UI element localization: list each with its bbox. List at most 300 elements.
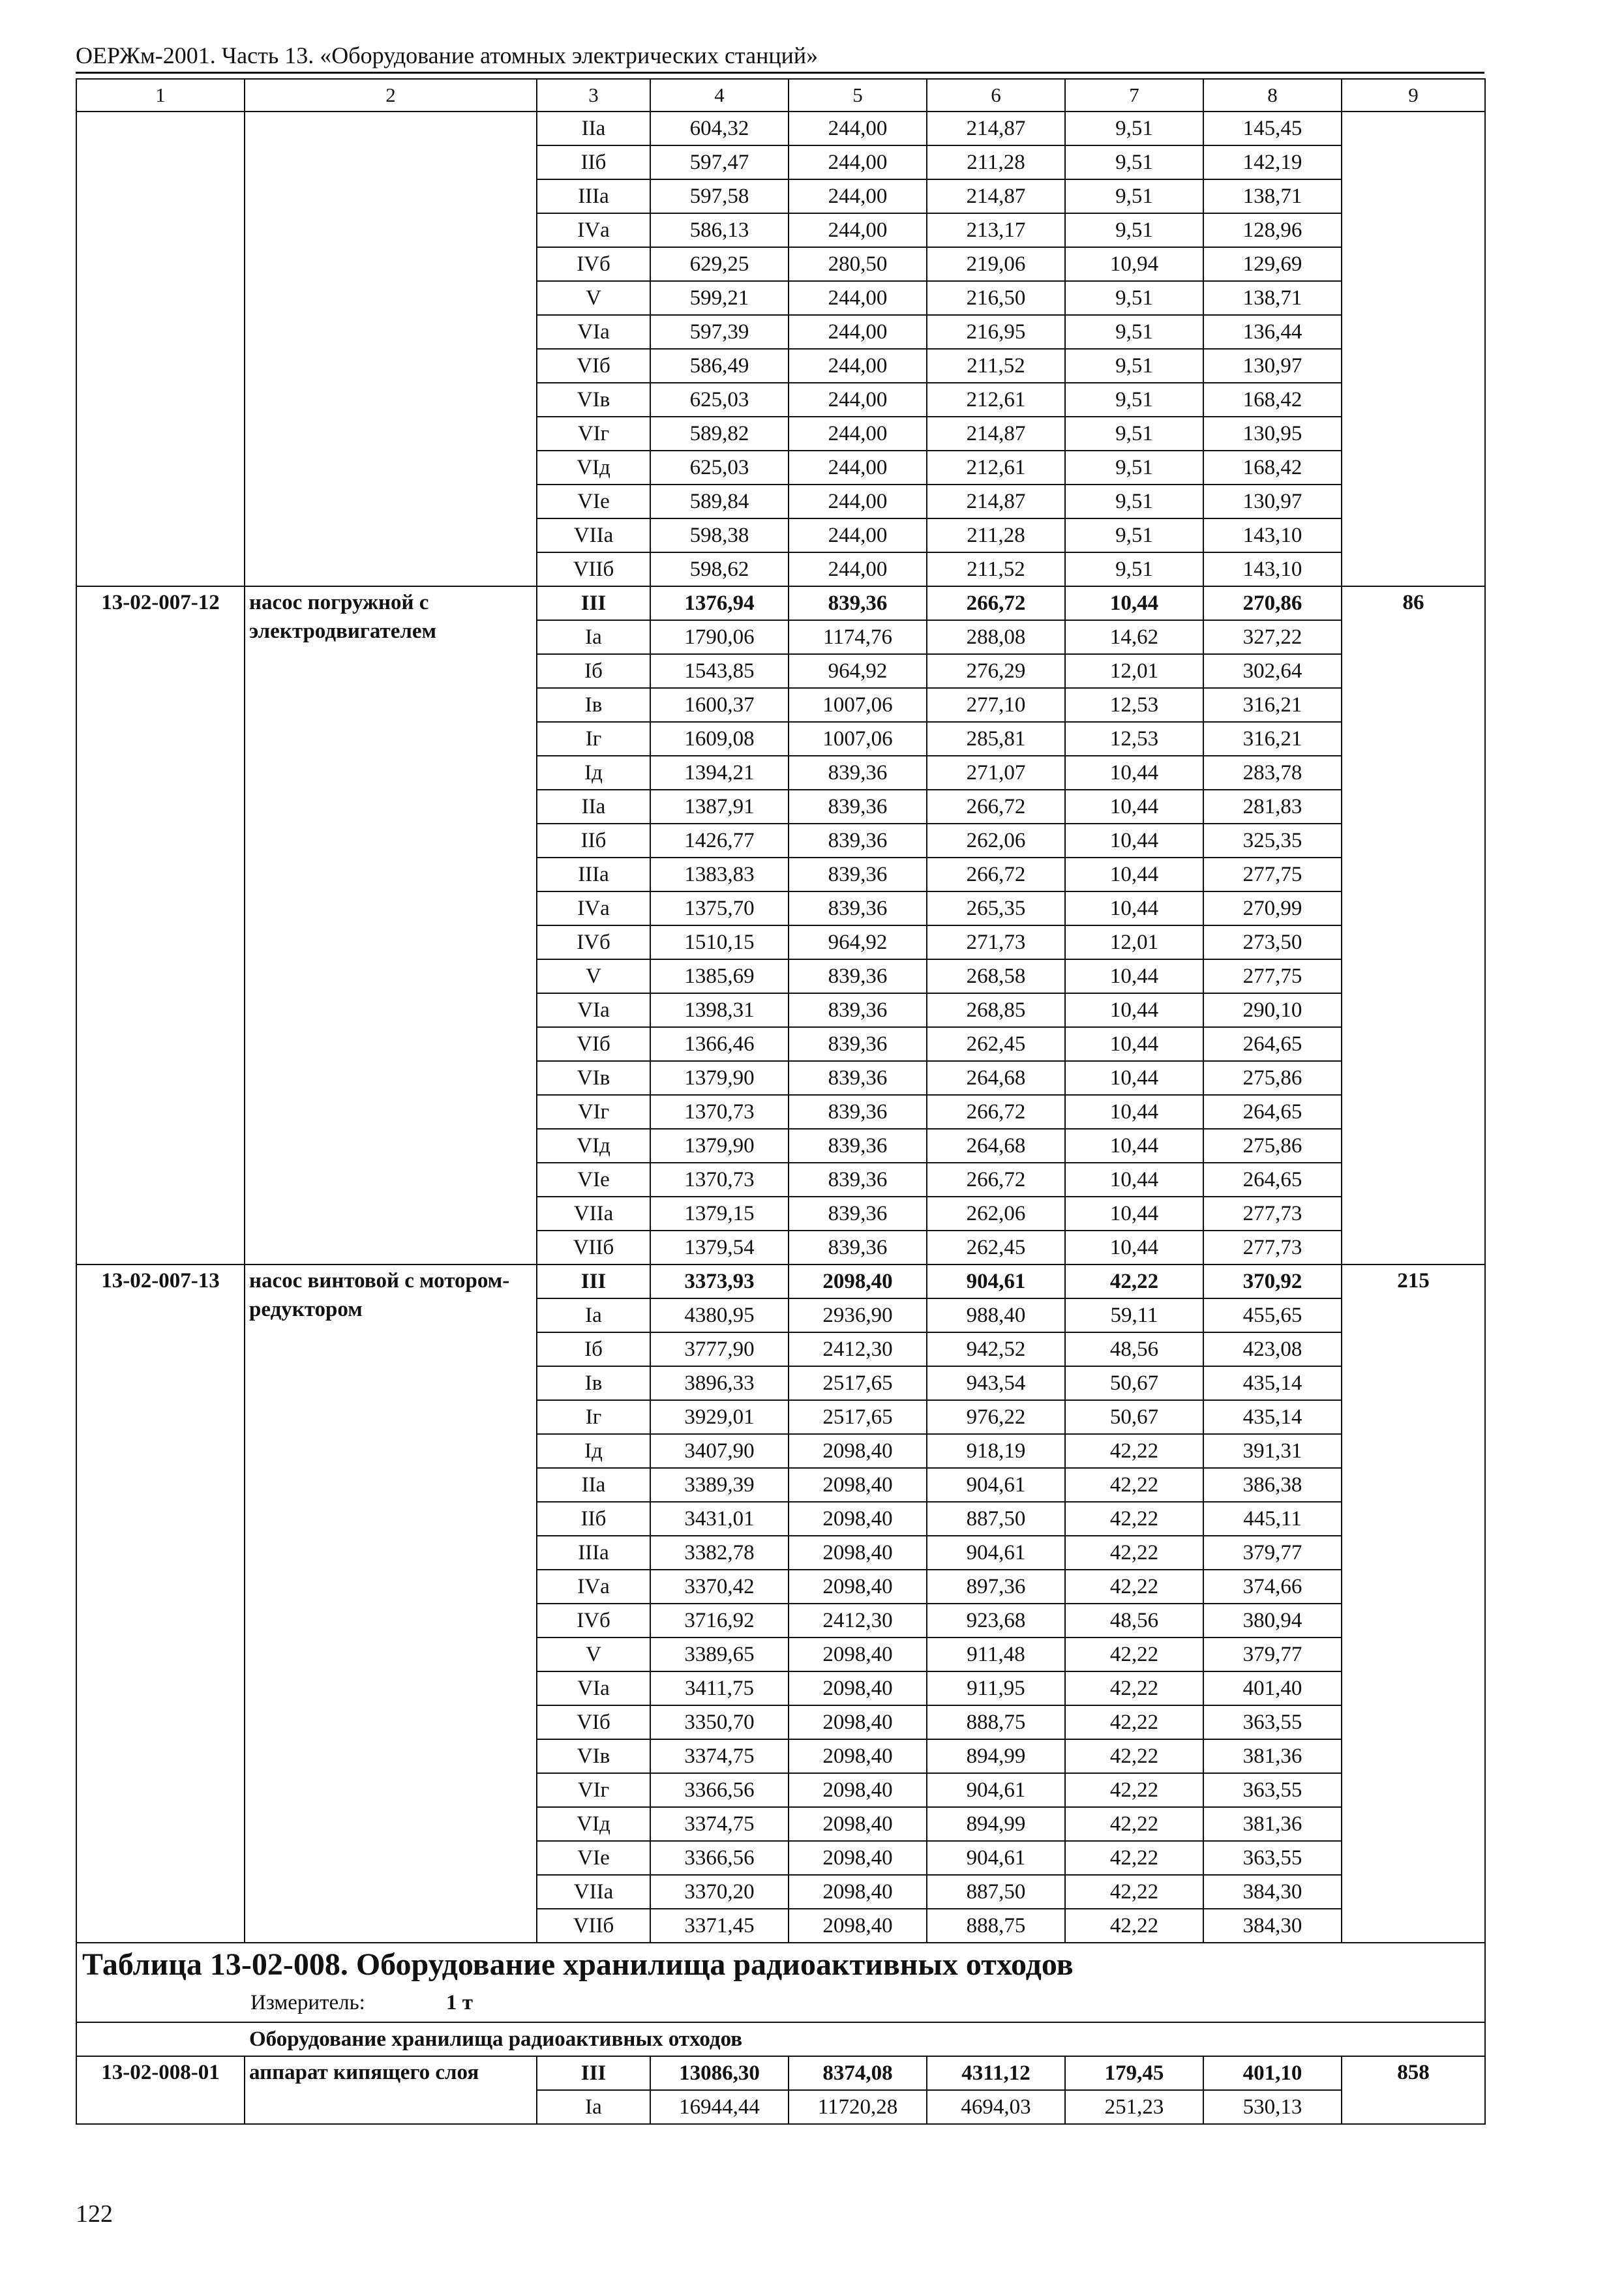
wages-cell: 839,36 [789,858,927,891]
materials-cell: 277,73 [1203,1197,1342,1231]
machines-cell: 266,72 [927,858,1065,891]
materials-cell: 264,65 [1203,1163,1342,1197]
column-number: 4 [650,79,789,112]
machines-cell: 213,17 [927,213,1065,247]
materials-cell: 370,92 [1203,1264,1342,1298]
machinist-wages-cell: 10,44 [1065,858,1203,891]
materials-cell: 128,96 [1203,213,1342,247]
machinist-wages-cell: 10,44 [1065,891,1203,925]
materials-cell: 384,30 [1203,1909,1342,1943]
column-number: 6 [927,79,1065,112]
machinist-wages-cell: 10,44 [1065,1231,1203,1264]
climate-zone-cell: VIе [537,485,650,518]
machines-cell: 887,50 [927,1875,1065,1909]
machinist-wages-cell: 50,67 [1065,1366,1203,1400]
weight-cell: 86 [1342,586,1485,1264]
machinist-wages-cell: 48,56 [1065,1604,1203,1638]
total-cost-cell: 1370,73 [650,1095,789,1129]
materials-cell: 129,69 [1203,247,1342,281]
climate-zone-cell: VIб [537,1027,650,1061]
column-number: 9 [1342,79,1485,112]
total-cost-cell: 16944,44 [650,2090,789,2124]
machinist-wages-cell: 9,51 [1065,145,1203,179]
materials-cell: 168,42 [1203,451,1342,485]
climate-zone-cell: VIд [537,451,650,485]
machinist-wages-cell: 42,22 [1065,1875,1203,1909]
machines-cell: 904,61 [927,1773,1065,1807]
materials-cell: 136,44 [1203,315,1342,349]
table-row [76,112,1485,145]
wages-cell: 2098,40 [789,1434,927,1468]
machines-cell: 266,72 [927,1095,1065,1129]
machines-cell: 943,54 [927,1366,1065,1400]
climate-zone-cell: IIа [537,112,650,145]
column-number: 5 [789,79,927,112]
total-cost-cell: 625,03 [650,451,789,485]
machines-cell: 288,08 [927,620,1065,654]
machinist-wages-cell: 42,22 [1065,1502,1203,1536]
wages-cell: 2412,30 [789,1604,927,1638]
climate-zone-cell: VIв [537,1061,650,1095]
materials-cell: 130,95 [1203,417,1342,451]
machinist-wages-cell: 10,44 [1065,756,1203,790]
total-cost-cell: 3370,20 [650,1875,789,1909]
materials-cell: 327,22 [1203,620,1342,654]
materials-cell: 455,65 [1203,1298,1342,1332]
wages-cell: 8374,08 [789,2056,927,2090]
total-cost-cell: 598,38 [650,518,789,552]
machinist-wages-cell: 9,51 [1065,518,1203,552]
materials-cell: 379,77 [1203,1638,1342,1671]
total-cost-cell: 1609,08 [650,722,789,756]
materials-cell: 423,08 [1203,1332,1342,1366]
wages-cell: 244,00 [789,417,927,451]
total-cost-cell: 1370,73 [650,1163,789,1197]
table-row [76,2056,1485,2090]
wages-cell: 2098,40 [789,1468,927,1502]
machines-cell: 268,85 [927,993,1065,1027]
section-heading: Оборудование хранилища радиоактивных отходов [76,2022,1485,2056]
materials-cell: 270,99 [1203,891,1342,925]
machinist-wages-cell: 9,51 [1065,451,1203,485]
climate-zone-cell: VIг [537,417,650,451]
machinist-wages-cell: 9,51 [1065,417,1203,451]
wages-cell: 2098,40 [789,1705,927,1739]
climate-zone-cell: Iа [537,620,650,654]
machinist-wages-cell: 12,53 [1065,688,1203,722]
climate-zone-cell: VIIб [537,1231,650,1264]
machinist-wages-cell: 42,22 [1065,1264,1203,1298]
machines-cell: 212,61 [927,383,1065,417]
machines-cell: 4311,12 [927,2056,1065,2090]
total-cost-cell: 3389,65 [650,1638,789,1671]
machinist-wages-cell: 9,51 [1065,315,1203,349]
total-cost-cell: 3373,93 [650,1264,789,1298]
wages-cell: 839,36 [789,1027,927,1061]
total-cost-cell: 629,25 [650,247,789,281]
materials-cell: 143,10 [1203,552,1342,586]
wages-cell: 1007,06 [789,722,927,756]
weight-cell: 858 [1342,2056,1485,2124]
climate-zone-cell: Iг [537,722,650,756]
materials-cell: 530,13 [1203,2090,1342,2124]
materials-cell: 168,42 [1203,383,1342,417]
wages-cell: 2098,40 [789,1875,927,1909]
machines-cell: 904,61 [927,1264,1065,1298]
rate-code-cell: 13-02-007-13 [76,1264,245,1943]
total-cost-cell: 1398,31 [650,993,789,1027]
machinist-wages-cell: 12,01 [1065,654,1203,688]
machines-cell: 264,68 [927,1129,1065,1163]
machines-cell: 262,06 [927,1197,1065,1231]
materials-cell: 290,10 [1203,993,1342,1027]
materials-cell: 277,75 [1203,959,1342,993]
machines-cell: 897,36 [927,1570,1065,1604]
climate-zone-cell: VIIб [537,1909,650,1943]
climate-zone-cell: Iд [537,1434,650,1468]
total-cost-cell: 597,47 [650,145,789,179]
materials-cell: 401,10 [1203,2056,1342,2090]
climate-zone-cell: Iа [537,2090,650,2124]
climate-zone-cell: IVа [537,213,650,247]
machines-cell: 888,75 [927,1909,1065,1943]
materials-cell: 374,66 [1203,1570,1342,1604]
machinist-wages-cell: 9,51 [1065,383,1203,417]
total-cost-cell: 3366,56 [650,1841,789,1875]
machines-cell: 214,87 [927,485,1065,518]
machinist-wages-cell: 42,22 [1065,1739,1203,1773]
machinist-wages-cell: 50,67 [1065,1400,1203,1434]
machinist-wages-cell: 9,51 [1065,349,1203,383]
total-cost-cell: 3382,78 [650,1536,789,1570]
rate-name-cell: аппарат кипящего слоя [245,2056,537,2124]
machinist-wages-cell: 42,22 [1065,1536,1203,1570]
total-cost-cell: 1385,69 [650,959,789,993]
climate-zone-cell: Iв [537,688,650,722]
machinist-wages-cell: 9,51 [1065,281,1203,315]
materials-cell: 277,75 [1203,858,1342,891]
materials-cell: 264,65 [1203,1027,1342,1061]
wages-cell: 244,00 [789,485,927,518]
machines-cell: 285,81 [927,722,1065,756]
column-number: 7 [1065,79,1203,112]
wages-cell: 839,36 [789,959,927,993]
machinist-wages-cell: 10,44 [1065,586,1203,620]
climate-zone-cell: III [537,2056,650,2090]
materials-cell: 138,71 [1203,179,1342,213]
climate-zone-cell: V [537,281,650,315]
climate-zone-cell: IVа [537,1570,650,1604]
machines-cell: 268,58 [927,959,1065,993]
machinist-wages-cell: 42,22 [1065,1841,1203,1875]
materials-cell: 386,38 [1203,1468,1342,1502]
wages-cell: 244,00 [789,281,927,315]
measure-row [82,1986,1479,2019]
machines-cell: 266,72 [927,1163,1065,1197]
total-cost-cell: 3366,56 [650,1773,789,1807]
machines-cell: 214,87 [927,112,1065,145]
machinist-wages-cell: 12,53 [1065,722,1203,756]
measure-label: Измеритель: [250,1991,365,2014]
machines-cell: 264,68 [927,1061,1065,1095]
machines-cell: 271,73 [927,925,1065,959]
climate-zone-cell: III [537,1264,650,1298]
materials-cell: 130,97 [1203,485,1342,518]
climate-zone-cell: Iа [537,1298,650,1332]
materials-cell: 145,45 [1203,112,1342,145]
total-cost-cell: 3374,75 [650,1807,789,1841]
column-number: 3 [537,79,650,112]
machines-cell: 976,22 [927,1400,1065,1434]
climate-zone-cell: VIг [537,1095,650,1129]
total-cost-cell: 598,62 [650,552,789,586]
wages-cell: 2412,30 [789,1332,927,1366]
machinist-wages-cell: 12,01 [1065,925,1203,959]
machines-cell: 271,07 [927,756,1065,790]
climate-zone-cell: VIа [537,993,650,1027]
total-cost-cell: 597,58 [650,179,789,213]
total-cost-cell: 1383,83 [650,858,789,891]
climate-zone-cell: VIб [537,1705,650,1739]
materials-cell: 281,83 [1203,790,1342,824]
wages-cell: 244,00 [789,315,927,349]
wages-cell: 2098,40 [789,1502,927,1536]
wages-cell: 244,00 [789,383,927,417]
total-cost-cell: 3411,75 [650,1671,789,1705]
machinist-wages-cell: 9,51 [1065,552,1203,586]
wages-cell: 2098,40 [789,1909,927,1943]
table-title-cell [76,1943,1485,2022]
climate-zone-cell: VIе [537,1163,650,1197]
materials-cell: 283,78 [1203,756,1342,790]
machines-cell: 211,52 [927,349,1065,383]
machinist-wages-cell: 14,62 [1065,620,1203,654]
wages-cell: 244,00 [789,518,927,552]
machinist-wages-cell: 42,22 [1065,1909,1203,1943]
materials-cell: 270,86 [1203,586,1342,620]
wages-cell: 2098,40 [789,1671,927,1705]
total-cost-cell: 1543,85 [650,654,789,688]
climate-zone-cell: Iб [537,1332,650,1366]
machinist-wages-cell: 179,45 [1065,2056,1203,2090]
wages-cell: 244,00 [789,213,927,247]
machinist-wages-cell: 10,44 [1065,1163,1203,1197]
machines-cell: 894,99 [927,1739,1065,1773]
wages-cell: 839,36 [789,756,927,790]
machinist-wages-cell: 10,44 [1065,790,1203,824]
machines-cell: 266,72 [927,586,1065,620]
rate-name-cell [245,112,537,586]
wages-cell: 839,36 [789,1095,927,1129]
total-cost-cell: 3374,75 [650,1739,789,1773]
wages-cell: 280,50 [789,247,927,281]
climate-zone-cell: VIе [537,1841,650,1875]
total-cost-cell: 1510,15 [650,925,789,959]
wages-cell: 2517,65 [789,1366,927,1400]
machines-cell: 214,87 [927,179,1065,213]
total-cost-cell: 1379,90 [650,1129,789,1163]
total-cost-cell: 3370,42 [650,1570,789,1604]
wages-cell: 2936,90 [789,1298,927,1332]
wages-cell: 964,92 [789,654,927,688]
machinist-wages-cell: 42,22 [1065,1705,1203,1739]
rates-table-body [76,79,1485,2124]
wages-cell: 2098,40 [789,1807,927,1841]
total-cost-cell: 1426,77 [650,824,789,858]
machinist-wages-cell: 10,44 [1065,1027,1203,1061]
rate-code-cell: 13-02-008-01 [76,2056,245,2124]
page-number: 122 [76,2200,113,2228]
machines-cell: 266,72 [927,790,1065,824]
wages-cell: 839,36 [789,1197,927,1231]
machines-cell: 211,28 [927,145,1065,179]
machinist-wages-cell: 251,23 [1065,2090,1203,2124]
climate-zone-cell: IVб [537,247,650,281]
climate-zone-cell: IVб [537,925,650,959]
total-cost-cell: 13086,30 [650,2056,789,2090]
total-cost-cell: 589,82 [650,417,789,451]
rate-name-cell: насос винтовой с мотором-редуктором [245,1264,537,1943]
wages-cell: 839,36 [789,891,927,925]
machines-cell: 219,06 [927,247,1065,281]
climate-zone-cell: VIв [537,1739,650,1773]
machinist-wages-cell: 9,51 [1065,485,1203,518]
wages-cell: 2098,40 [789,1638,927,1671]
wages-cell: 839,36 [789,1231,927,1264]
total-cost-cell: 625,03 [650,383,789,417]
total-cost-cell: 3929,01 [650,1400,789,1434]
total-cost-cell: 586,49 [650,349,789,383]
climate-zone-cell: Iг [537,1400,650,1434]
machines-cell: 216,95 [927,315,1065,349]
machinist-wages-cell: 10,44 [1065,993,1203,1027]
climate-zone-cell: VIв [537,383,650,417]
total-cost-cell: 586,13 [650,213,789,247]
materials-cell: 384,30 [1203,1875,1342,1909]
machines-cell: 894,99 [927,1807,1065,1841]
machines-cell: 904,61 [927,1536,1065,1570]
materials-cell: 138,71 [1203,281,1342,315]
machines-cell: 216,50 [927,281,1065,315]
machines-cell: 262,06 [927,824,1065,858]
machines-cell: 262,45 [927,1231,1065,1264]
machinist-wages-cell: 10,44 [1065,824,1203,858]
machines-cell: 911,95 [927,1671,1065,1705]
climate-zone-cell: VIIа [537,1197,650,1231]
rate-code-cell [76,112,245,586]
machines-cell: 214,87 [927,417,1065,451]
materials-cell: 264,65 [1203,1095,1342,1129]
section-heading-row [76,2022,1485,2056]
machines-cell: 911,48 [927,1638,1065,1671]
machines-cell: 942,52 [927,1332,1065,1366]
machinist-wages-cell: 42,22 [1065,1671,1203,1705]
wages-cell: 839,36 [789,1163,927,1197]
total-cost-cell: 597,39 [650,315,789,349]
machines-cell: 276,29 [927,654,1065,688]
climate-zone-cell: IVа [537,891,650,925]
rate-name-cell: насос погружной с электродвигателем [245,586,537,1264]
materials-cell: 325,35 [1203,824,1342,858]
machines-cell: 262,45 [927,1027,1065,1061]
materials-cell: 275,86 [1203,1061,1342,1095]
climate-zone-cell: VIа [537,315,650,349]
table-row [76,1264,1485,1298]
wages-cell: 964,92 [789,925,927,959]
rate-code-cell: 13-02-007-12 [76,586,245,1264]
wages-cell: 244,00 [789,179,927,213]
machinist-wages-cell: 42,22 [1065,1570,1203,1604]
materials-cell: 302,64 [1203,654,1342,688]
wages-cell: 2098,40 [789,1841,927,1875]
table-title-row [76,1943,1485,2022]
total-cost-cell: 3371,45 [650,1909,789,1943]
column-number: 8 [1203,79,1342,112]
climate-zone-cell: VIа [537,1671,650,1705]
total-cost-cell: 1379,90 [650,1061,789,1095]
materials-cell: 316,21 [1203,688,1342,722]
wages-cell: 2098,40 [789,1536,927,1570]
total-cost-cell: 1387,91 [650,790,789,824]
total-cost-cell: 599,21 [650,281,789,315]
materials-cell: 381,36 [1203,1739,1342,1773]
climate-zone-cell: Iд [537,756,650,790]
wages-cell: 244,00 [789,552,927,586]
wages-cell: 839,36 [789,790,927,824]
climate-zone-cell: V [537,1638,650,1671]
climate-zone-cell: IIIа [537,1536,650,1570]
materials-cell: 363,55 [1203,1705,1342,1739]
materials-cell: 316,21 [1203,722,1342,756]
column-number: 1 [76,79,245,112]
wages-cell: 244,00 [789,349,927,383]
machinist-wages-cell: 42,22 [1065,1468,1203,1502]
column-number-row [76,79,1485,112]
page-header: ОЕРЖм-2001. Часть 13. «Оборудование атомных электрических станций» [76,42,819,68]
materials-cell: 363,55 [1203,1841,1342,1875]
wages-cell: 244,00 [789,451,927,485]
machines-cell: 265,35 [927,891,1065,925]
total-cost-cell: 1379,15 [650,1197,789,1231]
wages-cell: 2517,65 [789,1400,927,1434]
wages-cell: 11720,28 [789,2090,927,2124]
wages-cell: 2098,40 [789,1570,927,1604]
machines-cell: 923,68 [927,1604,1065,1638]
climate-zone-cell: IIб [537,824,650,858]
climate-zone-cell: VIг [537,1773,650,1807]
wages-cell: 1174,76 [789,620,927,654]
materials-cell: 435,14 [1203,1366,1342,1400]
wages-cell: 244,00 [789,112,927,145]
climate-zone-cell: VIб [537,349,650,383]
total-cost-cell: 1376,94 [650,586,789,620]
climate-zone-cell: Iв [537,1366,650,1400]
climate-zone-cell: VIд [537,1129,650,1163]
machines-cell: 211,52 [927,552,1065,586]
machines-cell: 988,40 [927,1298,1065,1332]
wages-cell: 839,36 [789,993,927,1027]
total-cost-cell: 1790,06 [650,620,789,654]
total-cost-cell: 1394,21 [650,756,789,790]
machinist-wages-cell: 9,51 [1065,112,1203,145]
climate-zone-cell: Iб [537,654,650,688]
weight-cell: 215 [1342,1264,1485,1943]
machines-cell: 212,61 [927,451,1065,485]
machinist-wages-cell: 48,56 [1065,1332,1203,1366]
machinist-wages-cell: 9,51 [1065,213,1203,247]
materials-cell: 273,50 [1203,925,1342,959]
machinist-wages-cell: 9,51 [1065,179,1203,213]
